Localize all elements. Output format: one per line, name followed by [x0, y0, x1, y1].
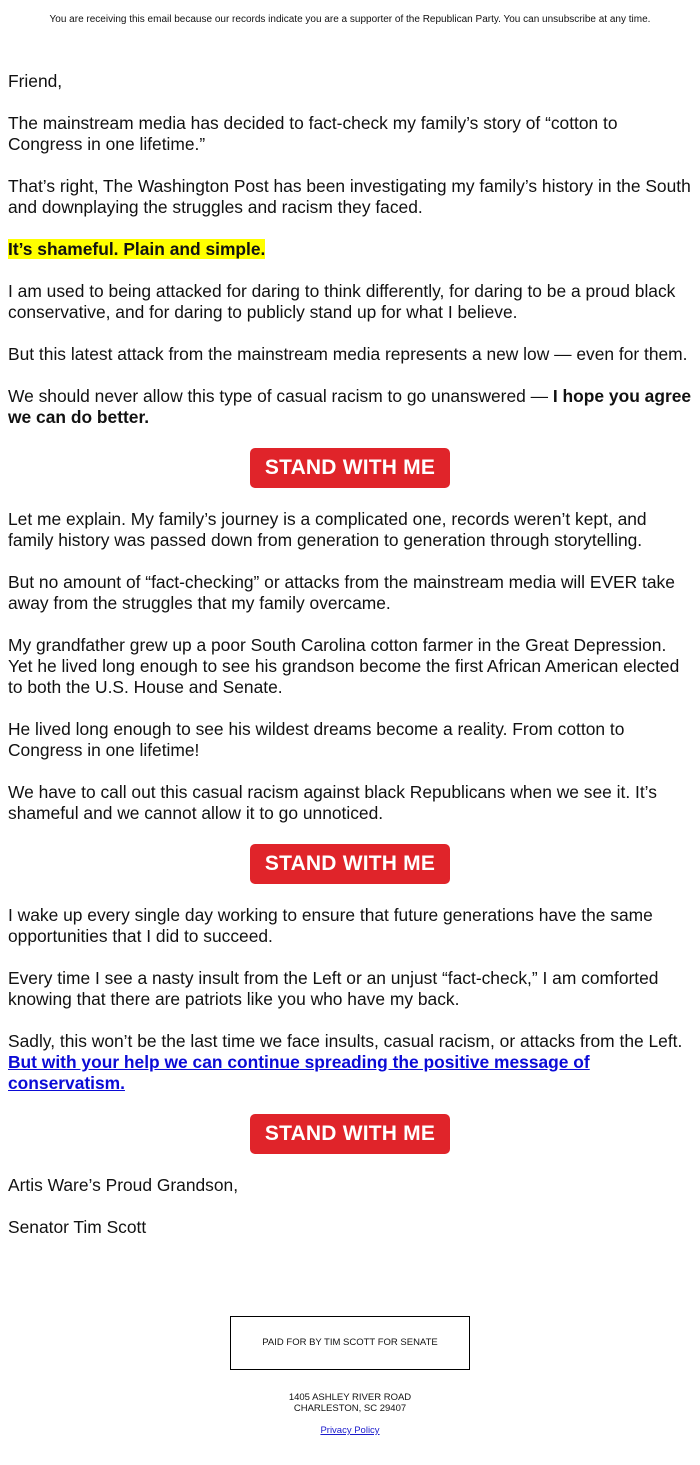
paragraph: He lived long enough to see his wildest dreams become a reality. From cotton to Congress in one lifetime! — [8, 719, 625, 760]
paragraph: The mainstream media has decided to fact-check my family’s story of “cotton to Congress in one lifetime.” — [8, 113, 618, 154]
paragraph — [8, 1031, 692, 1094]
email-body — [8, 71, 692, 1259]
paragraph: That’s right, The Washington Post has been investigating my family’s history in the South and downplaying the struggles and racism they faced. — [8, 176, 691, 217]
stand-with-me-button[interactable]: STAND WITH ME — [250, 844, 450, 884]
cta-container — [8, 1114, 692, 1154]
paragraph-bold-text: I hope you agree we can do better. — [8, 386, 692, 427]
mailing-address — [0, 1392, 700, 1414]
highlight-text: It’s shameful. Plain and simple. — [8, 239, 266, 259]
paragraph: I wake up every single day working to ensure that future generations have the same opportunities that I did to succeed. — [8, 905, 653, 946]
privacy-container — [0, 1425, 700, 1436]
address-line: 1405 ASHLEY RIVER ROAD — [288, 1392, 412, 1403]
paragraph: But this latest attack from the mainstream media represents a new low — even for them. — [8, 344, 688, 364]
paragraph: Let me explain. My family’s journey is a complicated one, records weren’t kept, and family history was passed down from generation to generation through storytelling. — [8, 509, 647, 550]
paragraph: We have to call out this casual racism against black Republicans when we see it. It’s shameful and we cannot allow it to go unnoticed. — [8, 782, 657, 823]
stand-with-me-button[interactable]: STAND WITH ME — [250, 1114, 450, 1154]
paragraph — [8, 386, 692, 428]
highlighted-statement — [8, 239, 692, 260]
conservatism-link[interactable]: But with your help we can continue spreading the positive message of conservatism. — [8, 1052, 590, 1093]
signature: Senator Tim Scott — [8, 1217, 147, 1237]
paragraph-text: We should never allow this type of casual racism to go unanswered — — [8, 386, 553, 406]
paragraph-text: Sadly, this won’t be the last time we face insults, casual racism, or attacks from the Left. — [8, 1031, 683, 1051]
stand-with-me-button[interactable]: STAND WITH ME — [250, 448, 450, 488]
paragraph: Every time I see a nasty insult from the Left or an unjust “fact-check,” I am comforted knowing that there are patriots like you who have my back. — [8, 968, 659, 1009]
address-line: CHARLESTON, SC 29407 — [293, 1403, 407, 1414]
signoff: Artis Ware’s Proud Grandson, — [8, 1175, 239, 1195]
paragraph: My grandfather grew up a poor South Carolina cotton farmer in the Great Depression. Yet he lived long enough to see his grandson become the first African American elected to both the U.S. House and Senate. — [8, 635, 680, 697]
preheader-text: You are receiving this email because our records indicate you are a supporter of the Republican Party. You can unsubscribe at any time. — [49, 14, 651, 25]
paragraph: But no amount of “fact-checking” or attacks from the mainstream media will EVER take away from the struggles that my family overcame. — [8, 572, 675, 613]
cta-container — [8, 844, 692, 884]
paid-for-disclaimer: PAID FOR BY TIM SCOTT FOR SENATE — [230, 1316, 470, 1370]
cta-container — [8, 448, 692, 488]
paragraph: I am used to being attacked for daring to think differently, for daring to be a proud black conservative, and for daring to publicly stand up for what I believe. — [8, 281, 676, 322]
greeting: Friend, — [8, 71, 63, 91]
privacy-policy-link[interactable]: Privacy Policy — [320, 1425, 380, 1436]
